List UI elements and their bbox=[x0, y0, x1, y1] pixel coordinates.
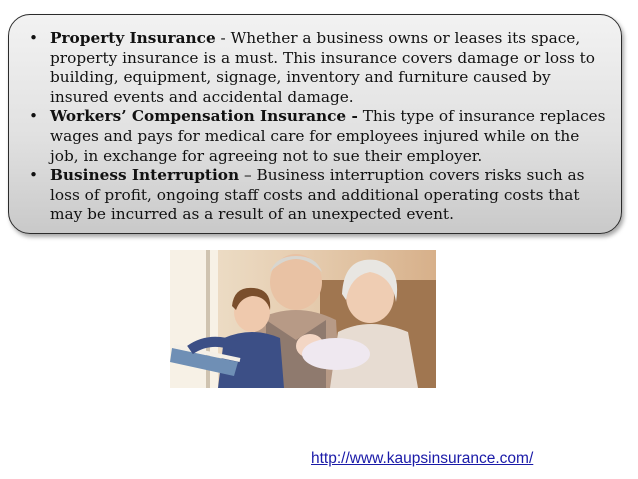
bullet-title: Property Insurance bbox=[50, 29, 216, 47]
bullet-text: – Business interruption covers risks such as loss of profit, ongoing staff costs and additional operating costs that may be incurred as a result of an unexpected event. bbox=[50, 166, 585, 224]
bullet-text: - Whether a business owns or leases its space, property insurance is a must. This insurance covers damage or loss to building, equipment, signage, inventory and furniture caused by insured events and accidental damage. bbox=[50, 29, 596, 106]
list-item-workers-compensation bbox=[29, 107, 607, 166]
list-item-property-insurance bbox=[29, 29, 607, 107]
bullet-icon: • bbox=[29, 166, 39, 185]
bullet-icon: • bbox=[29, 29, 39, 47]
bullet-title: Business Interruption bbox=[50, 166, 240, 185]
bullet-text: This type of insurance replaces wages and pays for medical care for employees injured while on the job, in exchange for agreeing not to sue their employer. bbox=[50, 107, 606, 165]
list-item-business-interruption bbox=[29, 166, 607, 225]
bullet-icon: • bbox=[29, 107, 39, 126]
insurance-types-list bbox=[29, 29, 607, 225]
insurance-types-textbox bbox=[8, 14, 622, 234]
bullet-title: Workers’ Compensation Insurance - bbox=[50, 107, 358, 126]
family-photo-illustration bbox=[170, 250, 436, 388]
family-photo bbox=[170, 250, 436, 388]
website-link[interactable]: http://www.kaupsinsurance.com/ bbox=[311, 450, 534, 467]
